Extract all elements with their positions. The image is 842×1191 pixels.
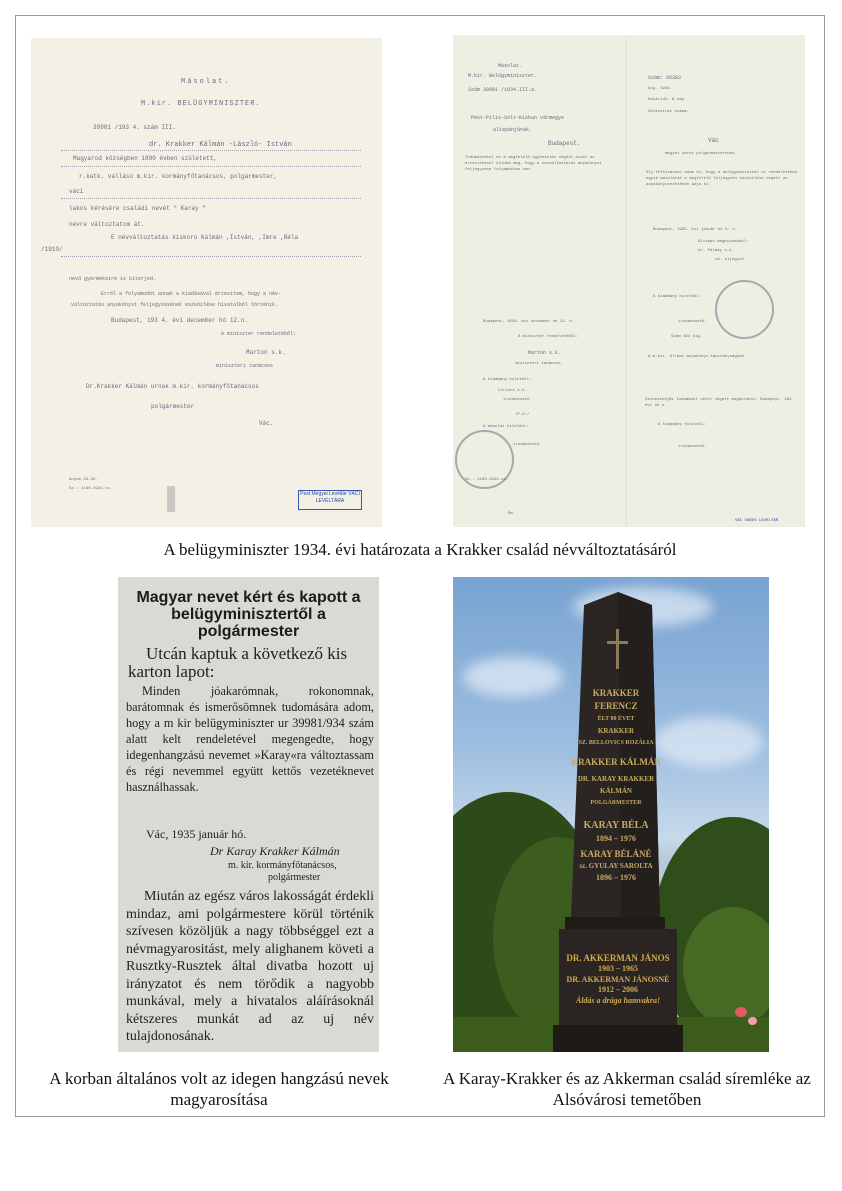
inscription-line: 1894 – 1976: [596, 834, 636, 843]
doc2-cert2: A másolat hiteléül:: [483, 425, 529, 429]
doc2-date-r: Budapest, 1935. évi január hó 3. n.: [653, 228, 738, 232]
inscription-line: KRAKKER FERENCZ: [592, 688, 640, 711]
doc-by-order: A miniszter rendeletéből:: [221, 331, 297, 337]
inscription-line: Áldás a drága hamvakra!: [575, 996, 661, 1005]
doc2-clerk-title: irodavezető.: [503, 398, 532, 402]
inscription-line: POLGÁRMESTER: [590, 800, 642, 806]
doc2-reply: Válaszirat száma:: [648, 110, 689, 114]
doc-change: névre változtatom át.: [69, 221, 145, 228]
doc2-office-r: irodavezető.: [678, 320, 707, 324]
doc2-county: Pest-Pilis-Solt-Kiskun vármegye: [471, 115, 565, 121]
doc-birth: Magyarod községben 1890 évben született,: [73, 155, 218, 162]
doc2-num-small: Szám 193 kig.: [671, 335, 703, 339]
doc2-city-header: Budapest.: [548, 140, 581, 147]
flower: [735, 1007, 747, 1017]
doc-ministry: M.kir. BELÜGYMINISZTER.: [141, 100, 261, 108]
doc2-ref-r: Sz.: 1180-1934.sz.: [465, 478, 509, 482]
doc-year: /1910/: [41, 246, 63, 253]
caption-top: A belügyminiszter 1934. évi határozata a Krakker család névváltoztatásáról: [163, 540, 677, 559]
doc2-date-l: Budapest, 1934. évi december hó 12. n.: [483, 320, 575, 324]
doc-city: váci: [69, 188, 84, 195]
inscription-line: KARAY BÉLÁNÉ: [580, 849, 652, 859]
doc-addressee2: polgármester: [151, 403, 195, 410]
doc2-clerk2: irodavezető.: [513, 443, 542, 447]
doc2-text1: Tudomásvétel és a megfelelő ügykezelés végett azzal az értesítéssel küldöm meg, hogy a névváltoztatás anyakönyvi feljegyzése folyamatban van.: [465, 156, 602, 172]
doc-notice1: Erről a folyamodót annak a kiadásával értesítem, hogy a név-: [101, 291, 282, 297]
doc2-deadline: Határidő: 8 nap.: [648, 98, 687, 102]
clipping-signature-title1: m. kir. kormányfőtanácsos,: [228, 860, 337, 871]
doc-notice2: változtatás anyakönyvi feljegyzésének eszközlése hivatalból történik.: [71, 302, 279, 308]
doc2-signer-l-title: miniszteri tanácsos.: [515, 362, 564, 366]
clipping-signature: Dr Karay Krakker Kálmán: [210, 844, 340, 858]
doc2-year-r: kig. 1934.: [648, 87, 673, 91]
doc2-kiadm2: A kiadmány hiteléül:: [658, 423, 707, 427]
doc-title: Másolat.: [181, 78, 231, 86]
caption-bottom-left: A korban általános volt az idegen hangzású nevek magyarosítása: [49, 1069, 389, 1109]
page-fold: [626, 35, 628, 527]
doc-date: Budapest, 193 4. évi december hó 12.n.: [111, 317, 248, 324]
doc-request: lakos kérésére családi nevét " Karay ": [69, 205, 206, 212]
inscription-line: 1896 – 1976: [596, 873, 636, 882]
doc-religion: r.katk. vallású m.kir. kormányfőtanácsos, polgármester,: [79, 173, 278, 180]
doc2-irodav2: irodavezető.: [678, 445, 707, 449]
clipping-signature-title2: polgármester: [268, 872, 321, 883]
inscription-line: DR. KARAY KRAKKER KÁLMÁN: [577, 775, 655, 795]
decree-document-right: [453, 35, 805, 527]
doc2-ra: Ra.: [508, 512, 516, 516]
inscription-line: KARAY BÉLA: [583, 820, 649, 831]
doc2-signer-r-title: vm. aljegyző.: [715, 258, 747, 262]
doc2-cert: A kiadmány hiteléül:: [483, 378, 532, 382]
inscription-line: sz. GYULAY SAROLTA: [579, 862, 653, 870]
doc2-city-r: Vác: [708, 137, 719, 144]
doc2-number: Szám 39981 /1934.III.a.: [468, 87, 538, 93]
doc-ref1: Anyak.33-30.: [69, 478, 98, 482]
clipping-comment: Miután az egész város lakosságát érdekli mindaz, ami polgármestere körül történik szívesen közöljük a nagy többséggel ezt a névmagyarositást, mely alighanem követi a Rusztky-Rusztek által divatba hozott uj irányzatot és nem törődik a nagyobb munkával, mely a hivatalos aláírásoknál kétszeres munkát ad az uj név tulajdonosának.: [126, 889, 374, 1044]
doc-ref2: Sz.: 1180-1934.sz.: [69, 487, 113, 491]
doc2-mayor: megyei város polgármesterének.: [665, 152, 738, 156]
doc2-office: alispánjának.: [493, 127, 533, 133]
doc-number: 39981 /193 4. szám III.: [93, 124, 176, 131]
inscription-line: 1912 – 2006: [598, 985, 638, 994]
inscription-line: SZ. BELLOVICS ROZÁLIA: [578, 740, 654, 746]
round-stamp-right: [715, 280, 774, 339]
doc2-signer-r: dr. Pálmay s.k.: [698, 249, 735, 253]
archive-stamp: Pest Megyei Levéltár VÁCI LEVÉLTÁRA: [298, 490, 362, 510]
doc2-clerk: Lőrincz s.k.: [498, 389, 527, 393]
doc-name: dr. Krakker Kálmán -László- István: [149, 141, 292, 149]
doc2-title: Másolat.: [498, 63, 523, 69]
doc2-ministry: M.kir. Belügyminiszter.: [468, 73, 538, 79]
decree-document-left: [31, 38, 382, 527]
doc2-archive: Á.m.kir. Állami anyakönyv kapitányságnak.: [648, 355, 747, 359]
doc-kids: E névváltoztatás kiskorú Kálmán ,István, ,Imre ,Béla: [111, 234, 299, 241]
doc2-ph: /P.H./: [515, 413, 530, 417]
doc-signer-title: miniszteri tanácsos: [216, 363, 274, 369]
obelisk-inscription: [571, 687, 661, 883]
base-inscription: [559, 952, 677, 1006]
clipping-body: Minden jóakarómnak, rokonomnak, barátomnak és ismerősömnek tudomására adom, hogy a m kir belügyminiszter ur 39981/934 szám alatt kelt rendeletével megengedte, hogy idegenhangzású nevemet »Karay«ra változtassam és régi nevemmel együtt kettős vezetéknevet használhassak.: [126, 684, 374, 794]
clipping-intro: Utcán kaptuk a következő kis karton lapot:: [128, 644, 348, 681]
doc2-by-order-l: A miniszter rendeletéből:: [518, 335, 579, 339]
inscription-line: KRAKKER: [597, 727, 635, 735]
clipping-headline: Magyar nevet kért és kapott a belügyminisztertől a polgármester: [136, 589, 361, 640]
doc2-number-r: Szám: 66383: [648, 75, 682, 81]
inscription-line: DR. AKKERMAN JÁNOS: [566, 953, 670, 963]
inscription-line: ÉLT 80 ÉVET: [597, 716, 635, 722]
inscription-line: DR. AKKERMAN JÁNOSNÉ: [566, 975, 670, 984]
ink-mark: [167, 486, 175, 512]
doc-addressee: Dr.Krakker Kálmán urnak m.kir. kormányfőtanácsos: [86, 383, 259, 390]
clipping-place-date: Vác, 1935 január hó.: [146, 827, 247, 841]
doc-signer: Marton s.k.: [246, 349, 286, 356]
inscription-line: 1903 – 1965: [598, 964, 638, 973]
caption-bottom-right: A Karay-Krakker és az Akkerman család síremléke az Alsóvárosi temetőben: [443, 1069, 811, 1109]
doc-kids2: nevű gyermekeire is kiterjed.: [69, 276, 157, 282]
doc2-signer-l: Marton s.k.: [528, 350, 562, 356]
doc2-text2: Oly felhívással adom ki, hogy a belügyminiszter ur rendeletének egyik másolatát a megfelelő feljegyzés eszközlése végett az anyakönyvvezetőnek adja ki.: [646, 171, 798, 187]
doc2-by-order-r: Alispán megbízásából:: [698, 240, 749, 244]
newspaper-clipping: [118, 577, 379, 1052]
flower: [748, 1017, 757, 1025]
doc2-szover: Szíveskedjék tudomásul vétel végett megküldeni. Budapest, 193 . évi hó n.: [645, 398, 797, 408]
inscription-line: KRAKKER KÁLMÁN: [571, 757, 661, 767]
doc2-cert-r: A kiadmány hiteléül:: [653, 295, 702, 299]
tombstone-photo: [453, 577, 769, 1052]
doc-addressee-city: Vác.: [259, 420, 274, 427]
doc2-archive-mark: VÁC VÁROS LEVÉLTÁR: [735, 519, 779, 523]
